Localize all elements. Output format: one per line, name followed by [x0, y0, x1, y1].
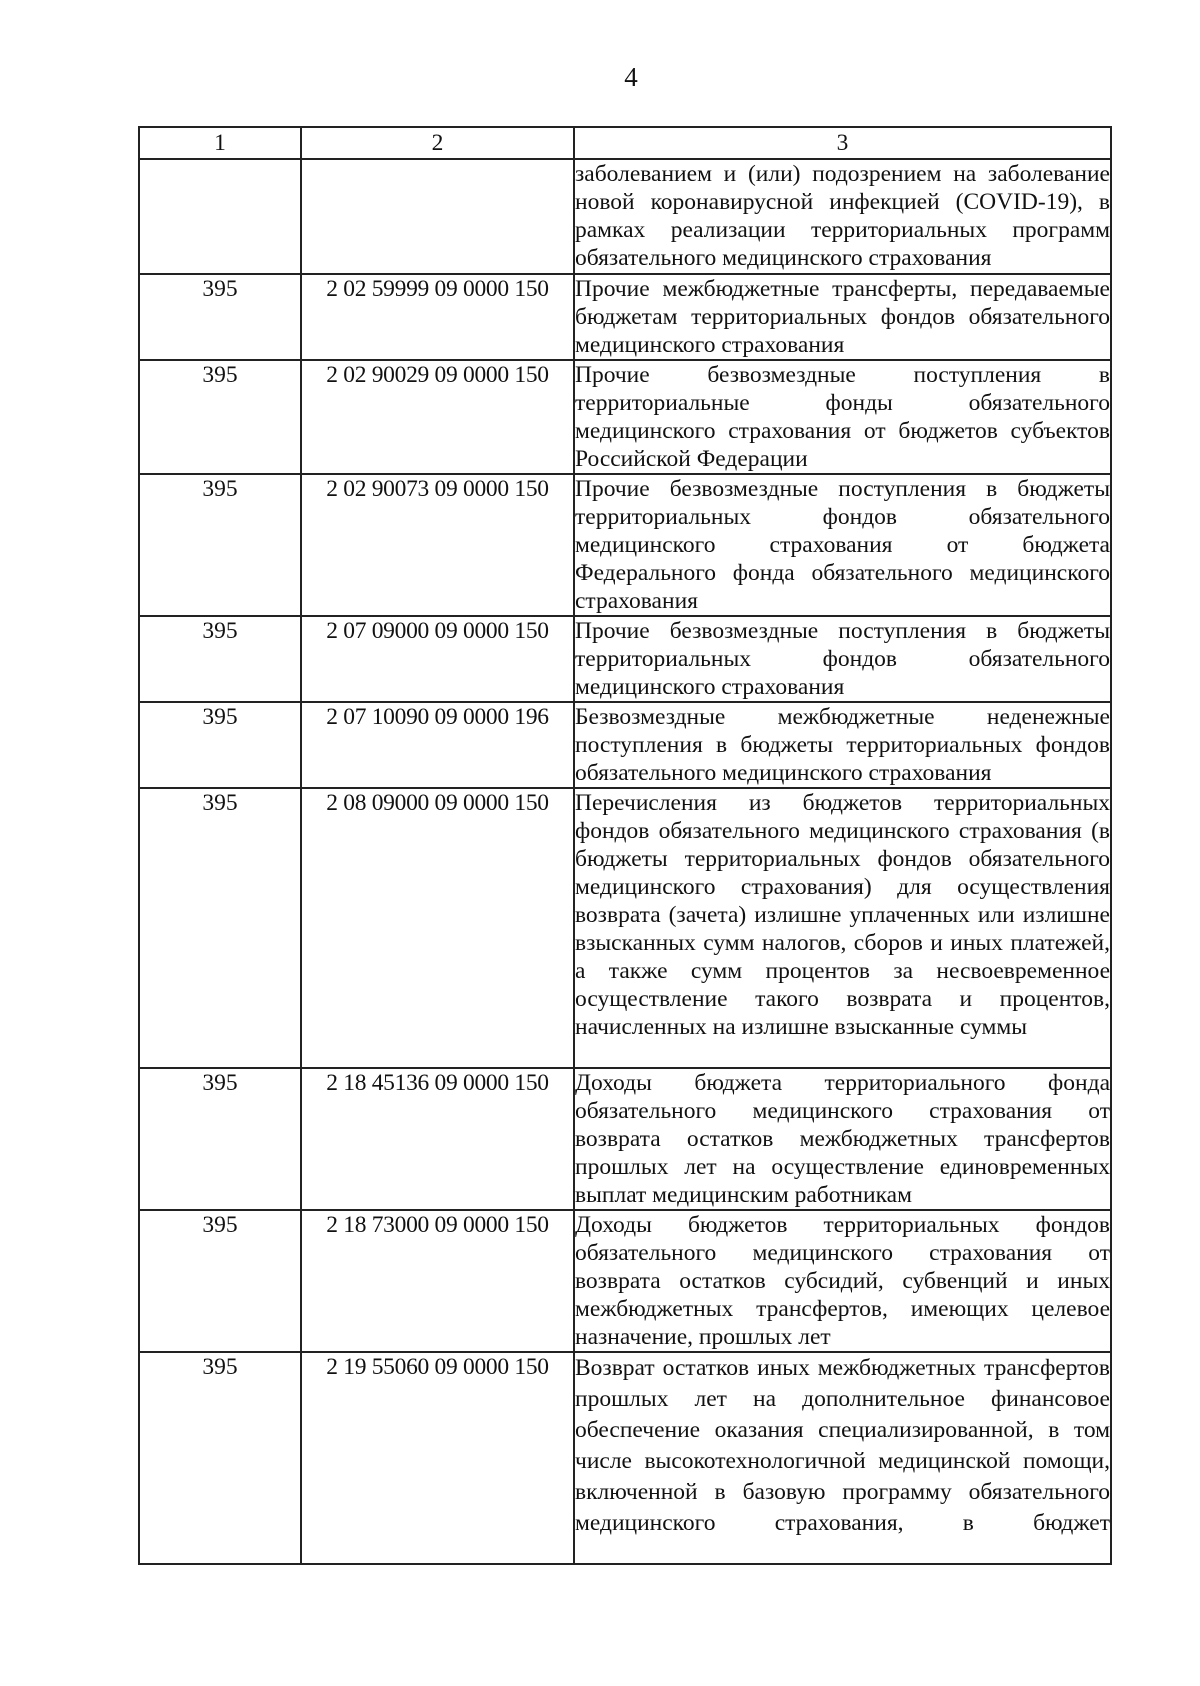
table-row — [139, 1352, 1111, 1564]
budget-code-cell — [301, 159, 574, 274]
table-header-row — [139, 127, 1111, 159]
budget-codes-table — [138, 126, 1112, 1565]
description-cell: Прочие безвозмездные поступления в территориальные фонды обязательного медицинского страхования от бюджетов субъектов Российской Федерации — [575, 362, 1110, 472]
table-row — [139, 474, 1111, 616]
admin-code-cell: 395 — [139, 788, 301, 1068]
table-row — [139, 616, 1111, 702]
description-cell: Доходы бюджета территориального фонда обязательного медицинского страхования от возврата остатков межбюджетных трансфертов прошлых лет на осуществление единовременных выплат медицинским работникам — [575, 1070, 1110, 1208]
column-header-3: 3 — [574, 127, 1111, 159]
table-row — [139, 1068, 1111, 1210]
column-header-1: 1 — [139, 127, 301, 159]
admin-code-cell: 395 — [139, 1068, 301, 1210]
table-row — [139, 1210, 1111, 1352]
table-row — [139, 159, 1111, 274]
column-header-2: 2 — [301, 127, 574, 159]
description-cell: Прочие безвозмездные поступления в бюджеты территориальных фондов обязательного медицинского страхования от бюджета Федерального фонда обязательного медицинского страхования — [575, 476, 1110, 614]
budget-code-cell: 2 18 73000 09 0000 150 — [301, 1210, 574, 1352]
budget-code-cell: 2 07 09000 09 0000 150 — [301, 616, 574, 702]
description-cell: Прочие безвозмездные поступления в бюджеты территориальных фондов обязательного медицинского страхования — [575, 618, 1110, 700]
budget-code-cell: 2 19 55060 09 0000 150 — [301, 1352, 574, 1564]
budget-code-cell: 2 07 10090 09 0000 196 — [301, 702, 574, 788]
description-cell: Перечисления из бюджетов территориальных фондов обязательного медицинского страхования (в бюджеты территориальных фондов обязательного медицинского страхования) для осуществления возврата (зачета) излишне уплаченных или излишне взысканных сумм налогов, сборов и иных платежей, а также сумм процентов за несвоевременное осуществление такого возврата и процентов, начисленных на излишне взысканные суммы — [574, 788, 1111, 1068]
budget-code-cell: 2 02 90073 09 0000 150 — [301, 474, 574, 616]
table-row — [139, 274, 1111, 360]
budget-code-cell: 2 02 90029 09 0000 150 — [301, 360, 574, 474]
admin-code-cell — [139, 159, 301, 274]
admin-code-cell: 395 — [139, 1352, 301, 1564]
table-row — [139, 788, 1111, 1068]
description-cell: Прочие межбюджетные трансферты, передаваемые бюджетам территориальных фондов обязательного медицинского страхования — [575, 276, 1110, 358]
description-cell: Возврат остатков иных межбюджетных трансфертов прошлых лет на дополнительное финансовое обеспечение оказания специализированной, в том числе высокотехнологичной медицинской помощи, включенной в базовую программу обязательного медицинского страхования, в бюджет — [574, 1352, 1111, 1564]
budget-code-cell: 2 08 09000 09 0000 150 — [301, 788, 574, 1068]
table-row — [139, 702, 1111, 788]
page-number: 4 — [624, 62, 638, 92]
admin-code-cell: 395 — [139, 616, 301, 702]
budget-code-cell: 2 02 59999 09 0000 150 — [301, 274, 574, 360]
table-row — [139, 360, 1111, 474]
admin-code-cell: 395 — [139, 474, 301, 616]
description-cell: Доходы бюджетов территориальных фондов обязательного медицинского страхования от возврата остатков субсидий, субвенций и иных межбюджетных трансфертов, имеющих целевое назначение, прошлых лет — [575, 1212, 1110, 1350]
admin-code-cell: 395 — [139, 702, 301, 788]
description-cell: Безвозмездные межбюджетные неденежные поступления в бюджеты территориальных фондов обязательного медицинского страхования — [575, 704, 1110, 786]
admin-code-cell: 395 — [139, 274, 301, 360]
admin-code-cell: 395 — [139, 360, 301, 474]
description-cell: заболеванием и (или) подозрением на заболевание новой коронавирусной инфекцией (COVID-19), в рамках реализации территориальных программ обязательного медицинского страхования — [574, 159, 1111, 274]
admin-code-cell: 395 — [139, 1210, 301, 1352]
budget-code-cell: 2 18 45136 09 0000 150 — [301, 1068, 574, 1210]
